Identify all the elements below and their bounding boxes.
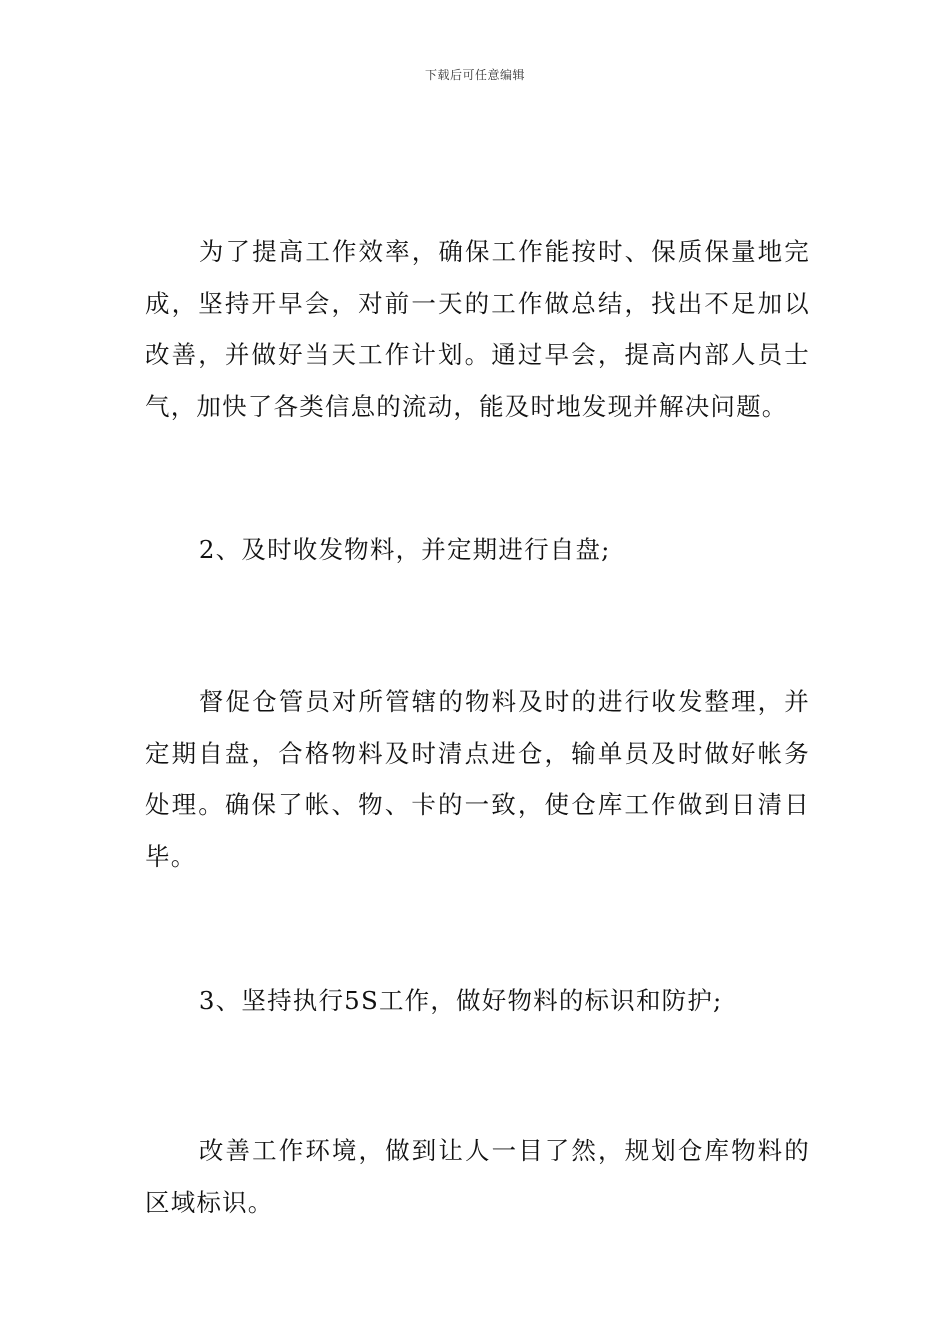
paragraph-text: 为了提高工作效率，确保工作能按时、保质保量地完成，坚持开早会，对前一天的工作做总结，找出不足加以改善，并做好当天工作计划。通过早会，提高内部人员士气，加快了各类信息的流动，能及时地发现并解决问题。 [145, 237, 810, 421]
section-heading: 2、及时收发物料，并定期进行自盘; [198, 535, 611, 564]
paragraph-text: 督促仓管员对所管辖的物料及时的进行收发整理，并定期自盘，合格物料及时清点进仓，输单员及时做好帐务处理。确保了帐、物、卡的一致，使仓库工作做到日清日毕。 [145, 687, 810, 871]
heading-material-receipt [145, 524, 810, 576]
page-header: 下载后可任意编辑 [424, 68, 525, 82]
paragraph-morning-meeting [145, 226, 810, 432]
paragraph-work-environment [145, 1125, 810, 1228]
heading-5s-work [145, 975, 810, 1027]
paragraph-text: 改善工作环境，做到让人一目了然，规划仓库物料的区域标识。 [145, 1136, 810, 1217]
paragraph-warehouse-keeper [145, 676, 810, 882]
section-heading: 3、坚持执行5S工作，做好物料的标识和防护; [198, 986, 723, 1015]
